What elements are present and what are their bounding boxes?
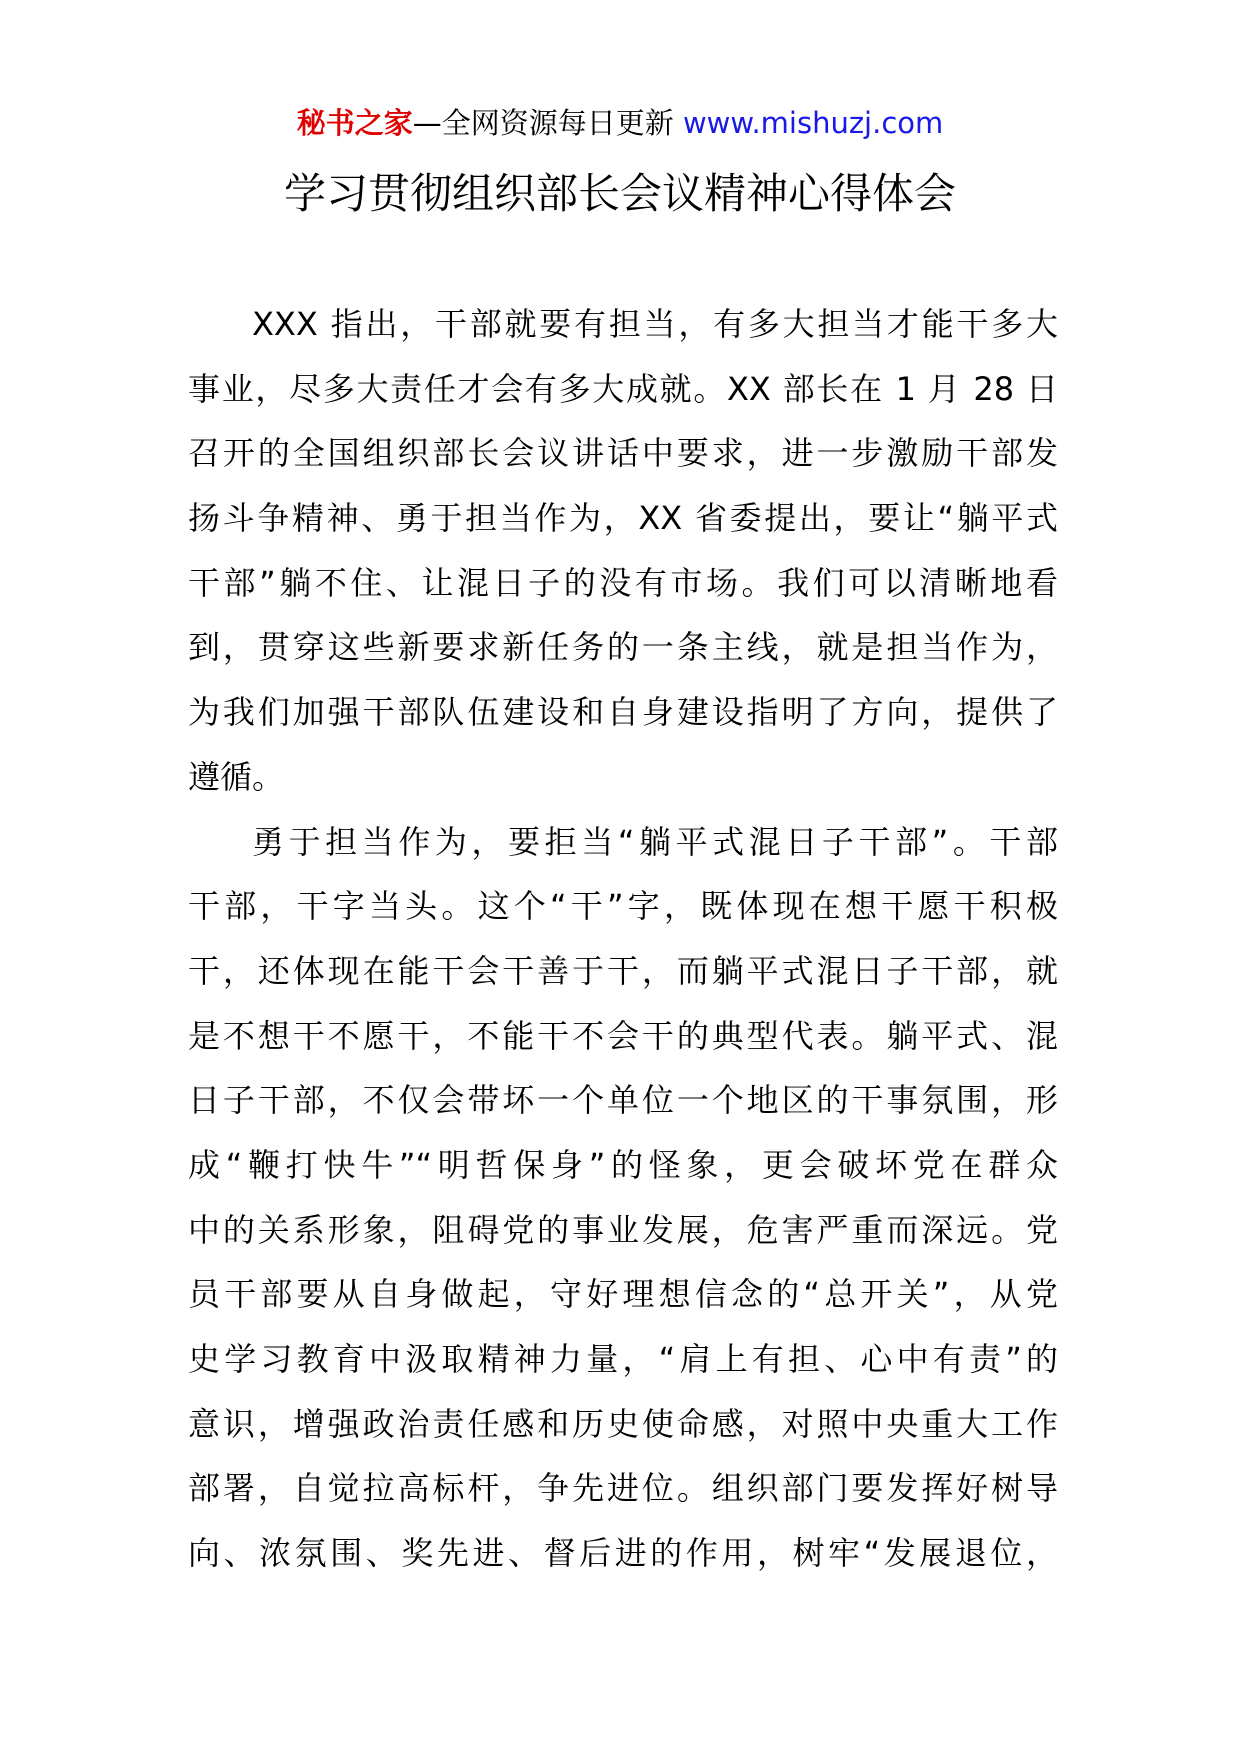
paragraph-2-line-9: 史学习教育中汲取精神力量，“肩上有担、心中有责”的 (188, 1340, 1058, 1378)
paragraph-2-line-6: 成“鞭打快牛”“明哲保身”的怪象，更会破坏党在群众 (188, 1145, 1058, 1184)
paragraph-1-line-4: 扬斗争精神、勇于担当作为，XX 省委提出，要让“躺平式 (188, 499, 1058, 538)
paragraph-1-line-6: 到，贯穿这些新要求新任务的一条主线，就是担当作为， (188, 628, 1058, 667)
paragraph-1-line-1: XXX 指出，干部就要有担当，有多大担当才能干多大 (252, 305, 1058, 343)
paragraph-2-line-7: 中的关系形象，阻碍党的事业发展，危害严重而深远。党 (188, 1210, 1058, 1249)
paragraph-2-line-10: 意识，增强政治责任感和历史使命感，对照中央重大工作 (188, 1404, 1058, 1443)
paragraph-2-line-1: 勇于担当作为，要拒当“躺平式混日子干部”。干部 (252, 822, 1058, 861)
paragraph-2-line-5: 日子干部，不仅会带坏一个单位一个地区的干事氛围，形 (188, 1081, 1058, 1120)
document-title: 学习贯彻组织部长会议精神心得体会 (283, 169, 956, 218)
site-header (0, 100, 1240, 146)
site-url-link[interactable]: www.mishuzj.com (682, 106, 944, 140)
paragraph-2-line-3: 干，还体现在能干会干善于干，而躺平式混日子干部，就 (188, 951, 1058, 990)
site-brand: 秘书之家 (296, 106, 413, 140)
document-body (188, 292, 1058, 1586)
paragraph-2-line-11: 部署，自觉拉高标杆，争先进位。组织部门要发挥好树导 (188, 1469, 1058, 1508)
paragraph-1-line-8: 遵循。 (188, 757, 285, 796)
paragraph-1-line-5: 干部”躺不住、让混日子的没有市场。我们可以清晰地看 (188, 563, 1058, 602)
paragraph-2-line-4: 是不想干不愿干，不能干不会干的典型代表。躺平式、混 (188, 1016, 1058, 1055)
paragraph-2-line-8: 员干部要从自身做起，守好理想信念的“总开关”，从党 (188, 1275, 1058, 1314)
paragraph-1-line-3: 召开的全国组织部长会议讲话中要求，进一步激励干部发 (188, 434, 1058, 473)
paragraph-2-line-12: 向、浓氛围、奖先进、督后进的作用，树牢“发展退位， (188, 1534, 1058, 1573)
site-tagline: —全网资源每日更新 (412, 106, 683, 140)
paragraph-1-line-7: 为我们加强干部队伍建设和自身建设指明了方向，提供了 (188, 693, 1058, 732)
paragraph-2-line-2: 干部，干字当头。这个“干”字，既体现在想干愿干积极 (188, 887, 1058, 926)
paragraph-1-line-2: 事业，尽多大责任才会有多大成就。XX 部长在 1 月 28 日 (188, 369, 1058, 408)
